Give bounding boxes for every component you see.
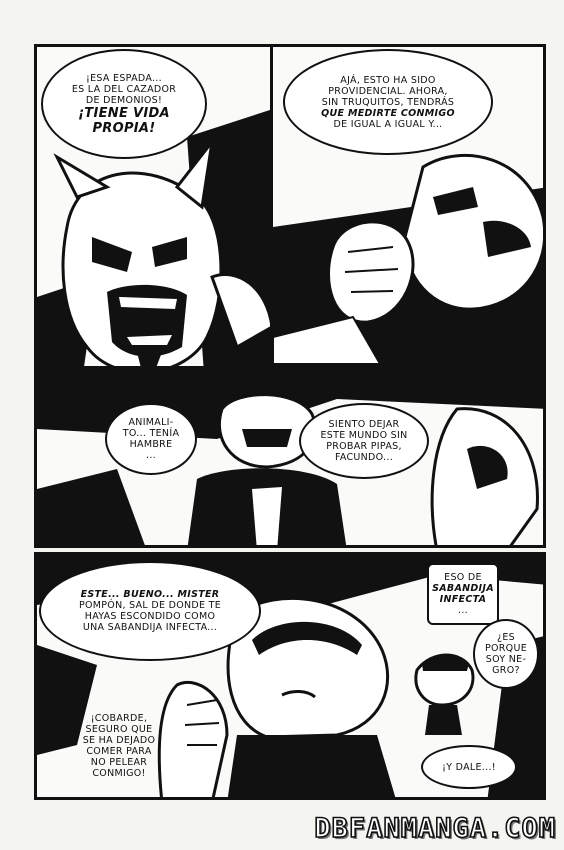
panel-demon-shouting <box>34 44 276 412</box>
bubble-line: ANIMALI- <box>128 417 174 428</box>
bubble-line: PROBAR PIPAS, <box>326 441 402 452</box>
bubble-line: COMER PARA <box>86 746 152 757</box>
bubble-line: ... <box>458 605 468 616</box>
speech-bubble-y-dale <box>421 745 517 789</box>
caption-cobarde <box>73 707 165 785</box>
bubble-line: ¡COBARDE, <box>90 713 148 724</box>
bubble-line: NO PELEAR <box>90 757 148 768</box>
speech-box-sabandija <box>427 563 499 625</box>
bubble-line: SIENTO DEJAR <box>328 419 400 430</box>
bubble-line: DE DEMONIOS! <box>85 94 163 106</box>
bubble-line: PROVIDENCIAL. AHORA, <box>328 85 448 97</box>
bubble-line: TO... TENÍA <box>122 428 180 439</box>
bubble-line: ESTE... BUENO... MISTER <box>80 589 220 600</box>
speech-bubble-hungry <box>105 403 197 475</box>
bubble-line-emphasis: QUE MEDIRTE CONMIGO <box>321 107 455 119</box>
site-watermark: DBFANMANGA.COM <box>314 813 556 844</box>
bubble-line: POMPÓN, SAL DE DONDE TE <box>78 600 222 611</box>
bubble-line: CONMIGO! <box>92 768 146 779</box>
bubble-line: HAYAS ESCONDIDO COMO <box>84 611 216 622</box>
speech-bubble-pompon <box>39 561 261 661</box>
panel-monster-lair <box>34 366 546 548</box>
bubble-line: ¡ESA ESPADA... <box>86 72 162 84</box>
speech-bubble-farewell <box>299 403 429 479</box>
panel-mister-pompon <box>34 552 546 800</box>
speech-bubble-taunt <box>283 49 493 155</box>
bubble-line: ESTE MUNDO SIN <box>320 430 408 441</box>
panel-fist-taunt <box>270 44 546 366</box>
speech-bubble-sword <box>41 49 207 159</box>
bubble-line: SIN TRUQUITOS, TENDRÁS <box>321 96 455 108</box>
bubble-line-shout: ¡TIENE VIDA <box>78 105 170 121</box>
bubble-line: HAMBRE <box>129 439 173 450</box>
speech-bubble-question <box>473 619 539 689</box>
bubble-line: DE IGUAL A IGUAL Y... <box>333 118 443 130</box>
bubble-line: FACUNDO... <box>334 452 394 463</box>
bubble-line: SOY NE- <box>485 654 527 665</box>
bubble-line: SEGURO QUE <box>85 724 153 735</box>
bubble-line: PORQUE <box>484 643 528 654</box>
bubble-line: AJÁ, ESTO HA SIDO <box>340 74 436 86</box>
bubble-line: ... <box>146 450 156 461</box>
bubble-line: ESO DE <box>444 572 482 583</box>
bubble-line: SE HA DEJADO <box>82 735 156 746</box>
bubble-line: ¡Y DALE...! <box>442 761 496 773</box>
bubble-line-emphasis: SABANDIJA <box>432 583 494 594</box>
bubble-line-shout: PROPIA! <box>92 120 156 136</box>
bubble-line: GRO? <box>492 665 520 676</box>
bubble-line: UNA SABANDIJA INFECTA... <box>82 622 218 633</box>
bubble-line: ¿ES <box>497 632 515 643</box>
bubble-line-emphasis: INFECTA <box>439 594 487 605</box>
bubble-line: ES LA DEL CAZADOR <box>71 83 177 95</box>
